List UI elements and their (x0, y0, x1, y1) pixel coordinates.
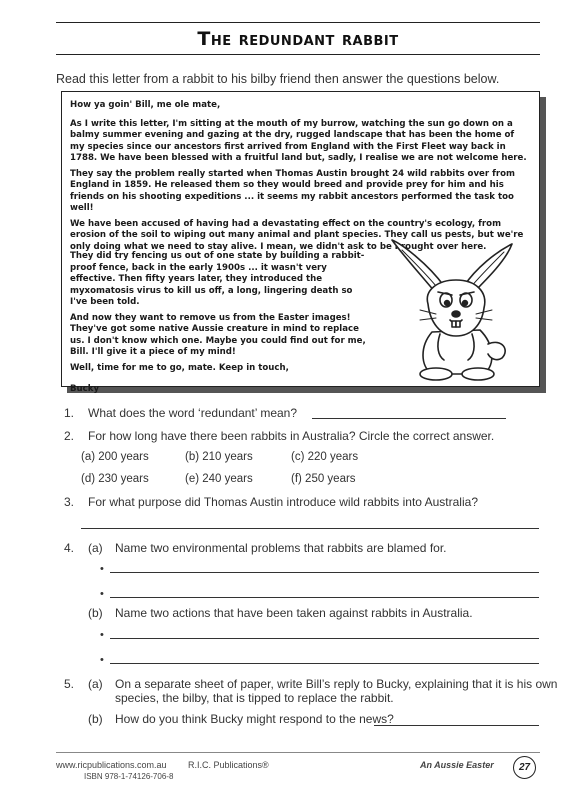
bullet-icon: • (100, 563, 104, 575)
letter-paragraph-6: Well, time for me to go, mate. Keep in touch, (70, 362, 289, 373)
answer-line-q3[interactable] (81, 528, 539, 529)
answer-line-q1[interactable] (312, 418, 506, 419)
title-rule-top (56, 22, 540, 23)
answer-line-q4a-1[interactable] (110, 572, 539, 573)
title-rule-bottom (56, 54, 540, 55)
answer-option-f[interactable]: (f) 250 years (291, 473, 356, 485)
question-3 (64, 495, 478, 509)
question-4a (64, 541, 447, 555)
answer-line-q4a-2[interactable] (110, 597, 539, 598)
question-4b (88, 606, 473, 620)
bullet-icon: • (100, 654, 104, 666)
letter-paragraph-2: They say the problem really started when Thomas Austin brought 24 wild rabbits over from England in 1859. He released them so they would breed and provide prey for him and his friends on his shooting expeditions ... it seems my rabbit ancestors performed the task too well! (70, 168, 515, 213)
part-label: (a) (88, 677, 103, 691)
question-text: Name two actions that have been taken against rabbits in Australia. (115, 606, 473, 620)
question-2 (64, 429, 494, 443)
answer-option-b[interactable]: (b) 210 years (185, 451, 253, 463)
answer-option-c[interactable]: (c) 220 years (291, 451, 359, 463)
bullet-icon: • (100, 588, 104, 600)
footer-publisher: R.I.C. Publications® (188, 760, 269, 770)
bullet-icon: • (100, 629, 104, 641)
footer-book-title: An Aussie Easter (420, 760, 494, 770)
instructions: Read this letter from a rabbit to his bilby friend then answer the questions below. (56, 72, 500, 86)
letter-box (61, 91, 540, 394)
question-text: Name two environmental problems that rabbits are blamed for. (115, 541, 447, 555)
answer-line-q4b-2[interactable] (110, 663, 539, 664)
answer-line-q4b-1[interactable] (110, 638, 539, 639)
letter-greeting: How ya goin' Bill, me ole mate, (70, 100, 221, 110)
part-label: (a) (88, 541, 103, 555)
letter-paragraph-5: And now they want to remove us from the Easter images! They've got some native Aussie creature in mind to replace us. I don't know which one. Maybe you could find out for me, Bill. I'll give it a piece of my mind! (70, 312, 366, 357)
part-label: (b) (88, 712, 103, 726)
answer-option-d[interactable]: (d) 230 years (81, 473, 149, 485)
footer-isbn: ISBN 978-1-74126-706-8 (84, 772, 174, 781)
footer-rule (56, 752, 540, 753)
part-label: (b) (88, 606, 103, 620)
question-5a (64, 677, 557, 691)
question-number: 5. (64, 677, 75, 691)
letter-paragraph-4: They did try fencing us out of one state by building a rabbit-proof fence, back in the early 1900s ... it wasn't very effective. Then fifty years later, they introduced the myxomatosis virus to kill us off, a long, lingering death so I've been told. (70, 251, 365, 307)
question-number: 3. (64, 495, 75, 509)
page-number: 27 (513, 756, 536, 779)
letter-signoff: Bucky (70, 384, 100, 394)
question-text: On a separate sheet of paper, write Bill’s reply to Bucky, explaining that it is his own (115, 677, 558, 691)
question-5b (88, 712, 394, 726)
answer-option-a[interactable]: (a) 200 years (81, 451, 149, 463)
question-text: What does the word ‘redundant’ mean? (88, 406, 298, 420)
question-5a-continued: species, the bilby, that is tipped to replace the rabbit. (115, 691, 394, 705)
answer-line-q5b[interactable] (374, 725, 539, 726)
answer-option-e[interactable]: (e) 240 years (185, 473, 253, 485)
question-number: 4. (64, 541, 75, 555)
rabbit-illustration (380, 234, 530, 384)
question-text: How do you think Bucky might respond to the news? (115, 712, 394, 726)
letter-paragraph-1: As I write this letter, I'm sitting at the mouth of my burrow, watching the sun go down on a balmy summer evening and gazing at the dry, rugged landscape that has been the home of my species since our ancestors first arrived from England with the First Fleet way back in 1788. We have been blessed with a fruitful land but, sadly, I realise we are not welcome here. (70, 118, 527, 163)
question-number: 2. (64, 429, 75, 443)
footer-website[interactable]: www.ricpublications.com.au (56, 760, 167, 770)
question-text: For how long have there been rabbits in Australia? Circle the correct answer. (88, 429, 495, 443)
page-title: The redundant rabbit (197, 28, 399, 50)
question-text: For what purpose did Thomas Austin introduce wild rabbits into Australia? (88, 495, 478, 509)
question-number: 1. (64, 406, 75, 420)
question-1 (64, 406, 297, 420)
letter-paragraph-3: We have been accused of having had a devastating effect on the country's ecology, from erosion of the soil to wiping out many animal and plant species. They call us pests, but we're only doing what we need to stay alive. I mean, we didn't ask to be brought over here. (70, 218, 524, 252)
